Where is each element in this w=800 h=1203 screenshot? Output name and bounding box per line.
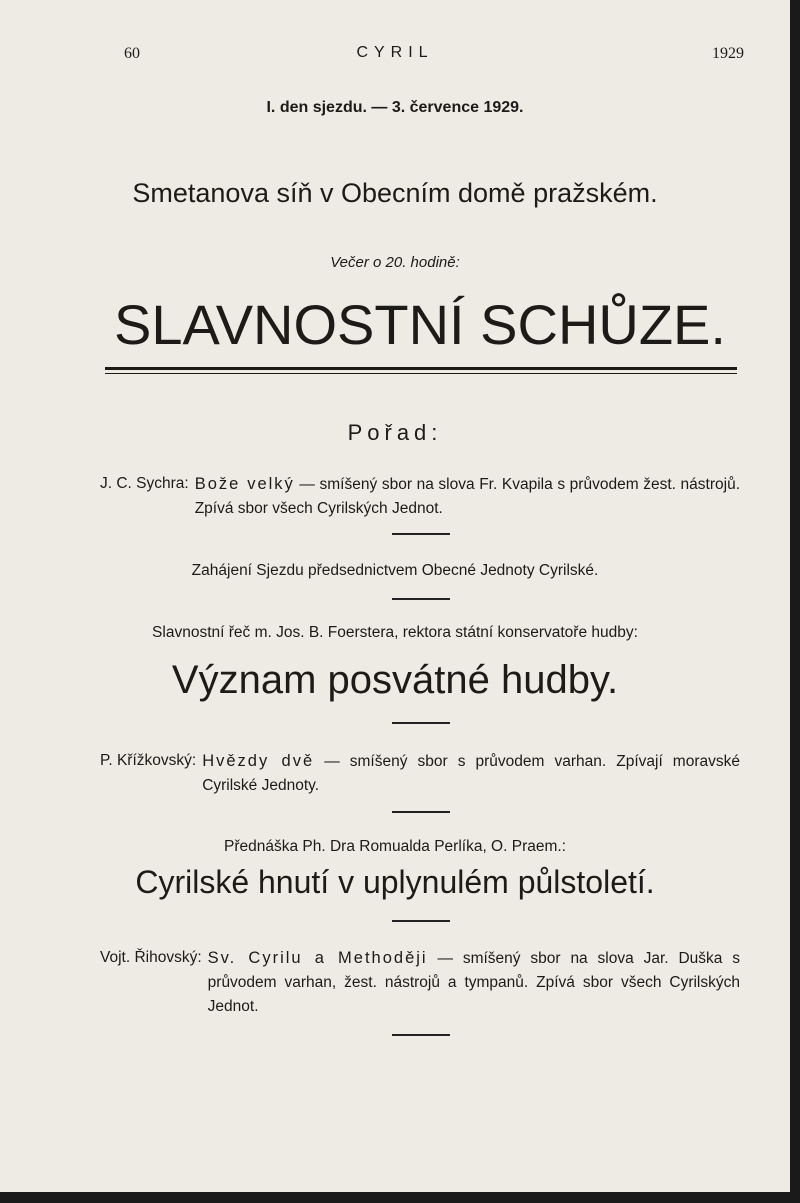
title-rule bbox=[105, 367, 737, 370]
divider bbox=[392, 920, 450, 922]
program-item bbox=[100, 472, 740, 521]
work-description: — smíšený sbor na slova Fr. Kvapila s průvodem žest. nástrojů. Zpívá sbor všech Cyrilských Jednot. bbox=[194, 476, 740, 517]
composer: P. Křížkovský: bbox=[100, 752, 197, 769]
work-description: — smíšený sbor na slova Jar. Duška s průvodem varhan, žest. nástrojů a tympanů. Zpívá sbor všech Cyrilských Jednot. bbox=[207, 950, 741, 1015]
title: SLAVNOSTNÍ SCHŮZE. bbox=[114, 293, 726, 356]
program-item bbox=[100, 946, 740, 1019]
program-item: Slavnostní řeč m. Jos. B. Foerstera, rektora státní konservatoře hudby: bbox=[152, 624, 638, 641]
running-header: CYRIL bbox=[356, 44, 434, 61]
divider bbox=[392, 722, 450, 724]
page-number: 60 bbox=[124, 45, 140, 62]
venue: Smetanova síň v Obecním domě pražském. bbox=[132, 178, 658, 208]
composer: J. C. Sychra: bbox=[100, 475, 189, 492]
divider bbox=[392, 533, 450, 535]
program-item bbox=[100, 749, 740, 798]
composer: Vojt. Řihovský: bbox=[100, 949, 202, 966]
day-heading: I. den sjezdu. — 3. července 1929. bbox=[266, 99, 524, 116]
title-rule-thin bbox=[105, 373, 737, 374]
program-item: Zahájení Sjezdu předsednictvem Obecné Jednoty Cyrilské. bbox=[191, 562, 599, 579]
lecture-title: Význam posvátné hudby. bbox=[171, 658, 619, 702]
work-title: Bože velký bbox=[194, 475, 295, 493]
program-label: Pořad: bbox=[347, 420, 443, 445]
divider bbox=[392, 598, 450, 600]
header-year: 1929 bbox=[712, 45, 744, 62]
lecture-title: Cyrilské hnutí v uplynulém půlstoletí. bbox=[135, 864, 655, 900]
program-item: Přednáška Ph. Dra Romualda Perlíka, O. Praem.: bbox=[223, 838, 566, 855]
time: Večer o 20. hodině: bbox=[330, 254, 460, 271]
work-title: Sv. Cyrilu a Methoději bbox=[207, 949, 428, 967]
divider bbox=[392, 1034, 450, 1036]
divider bbox=[392, 811, 450, 813]
work-description: — smíšený sbor s průvodem varhan. Zpívají moravské Cyrilské Jednoty. bbox=[202, 753, 740, 794]
work-title: Hvězdy dvě bbox=[202, 752, 315, 770]
